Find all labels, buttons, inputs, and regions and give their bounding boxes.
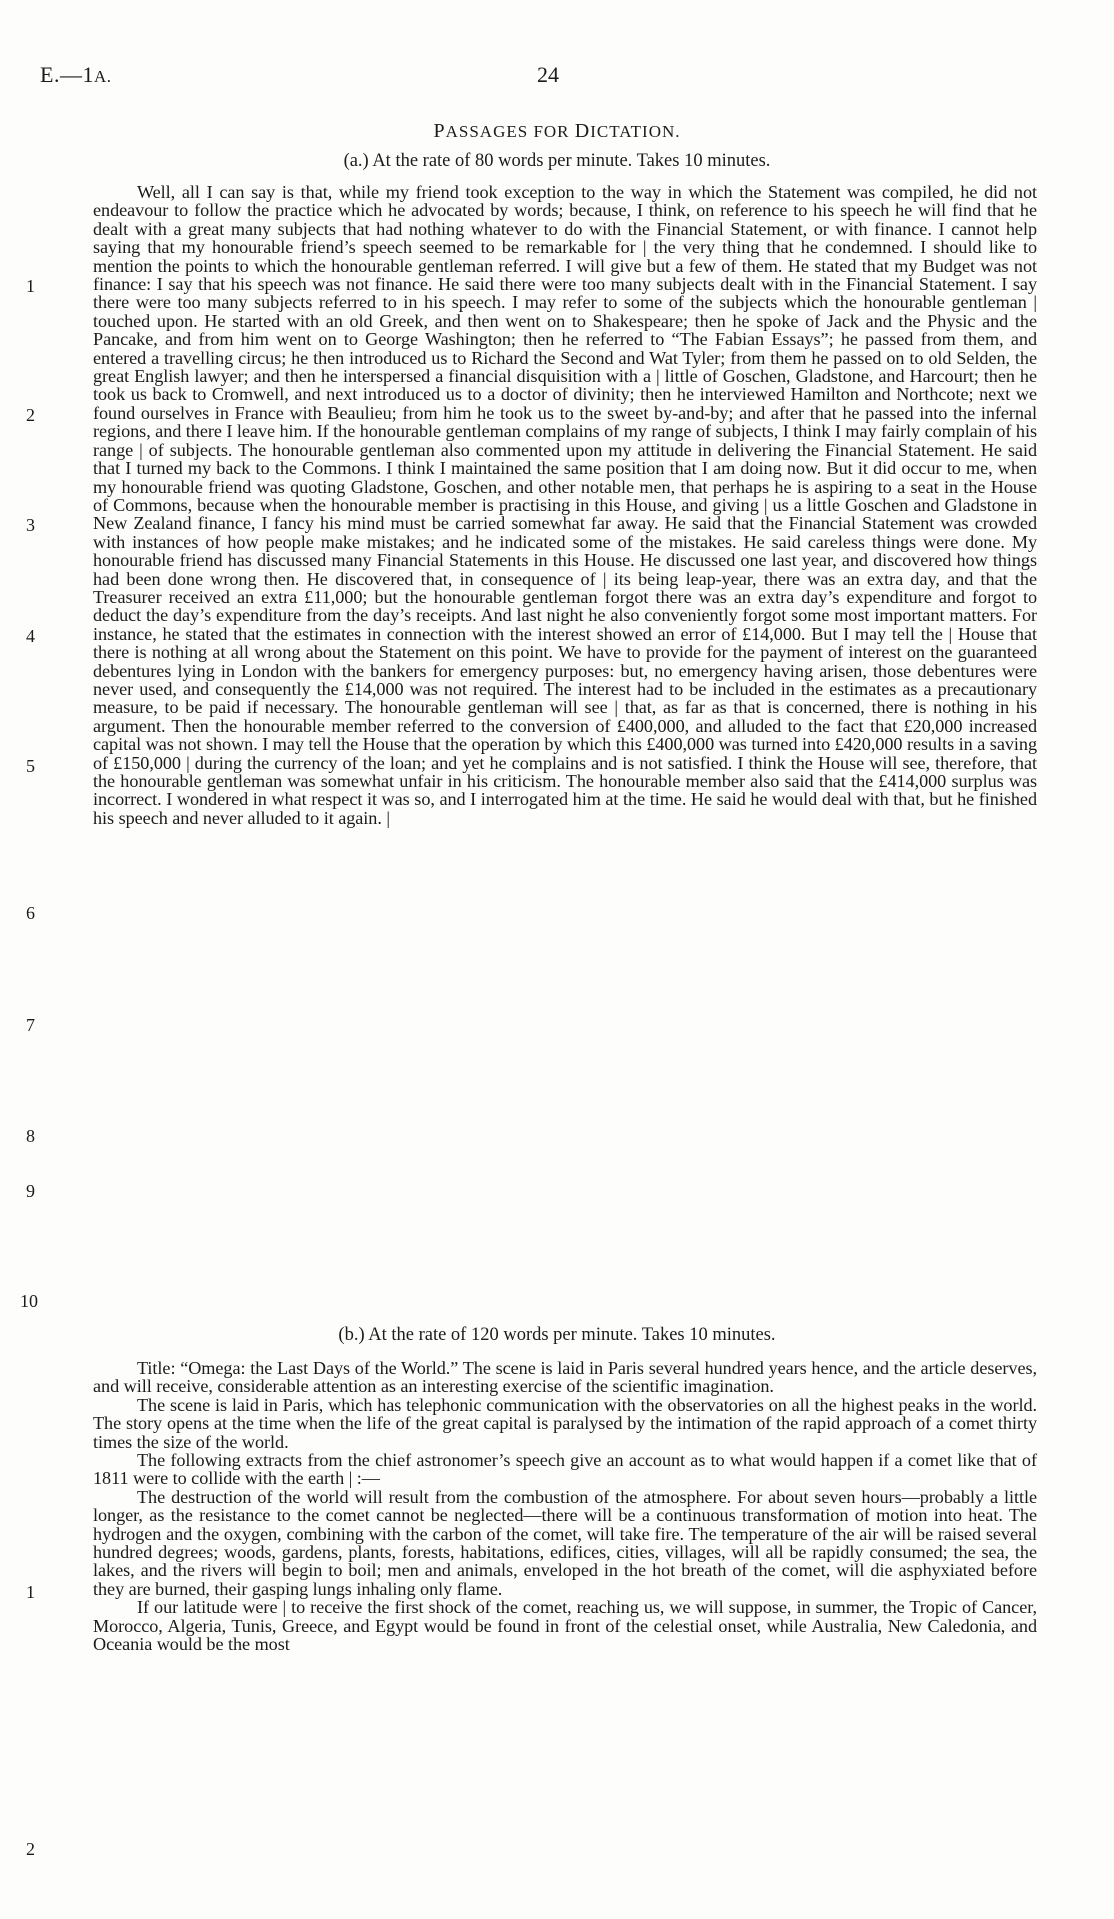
title-initial-1: P	[433, 120, 446, 142]
line-marker: 9	[26, 1181, 35, 1201]
page-number: 24	[537, 62, 559, 87]
line-marker: 2	[26, 405, 35, 425]
line-marker: 6	[26, 903, 35, 923]
line-marker: 2	[26, 1839, 35, 1859]
line-marker: 5	[26, 756, 35, 776]
title-word-2: ICTATION.	[590, 122, 681, 141]
line-marker: 3	[26, 515, 35, 535]
section-a-heading: (a.) At the rate of 80 words per minute. Takes 10 minutes.	[343, 151, 771, 171]
document-code	[40, 62, 111, 88]
section-b-body	[93, 1359, 1037, 1654]
line-marker: 8	[26, 1126, 35, 1146]
section-a-body	[93, 183, 1037, 827]
page-title	[0, 120, 1114, 143]
line-marker: 7	[26, 1015, 35, 1035]
title-word-1: ASSAGES FOR	[445, 122, 570, 141]
title-initial-2: D	[574, 120, 591, 142]
document-code-prefix: E.—1	[40, 62, 94, 87]
section-b-paragraph: The following extracts from the chief astronomer’s speech give an account as to what would happen if a comet like that of 1811 were to collide with the earth | :—	[93, 1450, 1037, 1489]
section-b-paragraph: The destruction of the world will result from the combustion of the atmosphere. For about seven hours—probably a little longer, as the resistance to the comet cannot be neglected—there will be a continuous transformation of motion into heat. The hydrogen and the oxygen, combining with the carbon of the comet, will take fire. The temperature of the air will be raised several hundred degrees; woods, gardens, plants, forests, habitations, edifices, cities, villages, will all be rapidly consumed; the sea, the lakes, and the rivers will begin to boil; men and animals, enveloped in the hot breath of the comet, will die asphyxiated before they are burned, their gasping lungs inhaling only flame.	[93, 1486, 1037, 1599]
section-b-paragraph: If our latitude were | to receive the first shock of the comet, reaching us, we will suppose, in summer, the Tropic of Cancer, Morocco, Algeria, Tunis, Greece, and Egypt would be found in front of the celestial onset, while Australia, New Caledonia, and Oceania would be the most	[93, 1597, 1037, 1655]
section-a-paragraph: Well, all I can say is that, while my friend took exception to the way in which the Statement was compiled, he did not endeavour to follow the practice which he advocated by words; because, I think, on reference to his speech he will find that he dealt with a great many subjects that had nothing whatever to do with the Financial Statement, or with finance. I cannot help saying that my honourable friend’s speech seemed to be remarkable for | the very thing that he condemned. I should like to mention the points to which the honourable gentleman referred. I will give but a few of them. He stated that my Budget was not finance: I say that his speech was not finance. He said there were too many subjects dealt with in the Financial Statement. I say there were too many subjects referred to in his speech. I may refer to some of the subjects which the honourable gentleman | touched upon. He started with an old Greek, and then went on to Shakespeare; then he spoke of Jack and the Physic and the Pancake, and from him went on to George Washington; then he referred to “The Fabian Essays”; he passed from them, and entered a travelling circus; he then introduced us to Richard the Second and Wat Tyler; from them he passed on to old Selden, the great English lawyer; and then he interspersed a financial disquisition with a | little of Goschen, Gladstone, and Harcourt; then he took us back to Cromwell, and next introduced us to a doctor of divinity; then he interviewed Hamilton and Northcote; next we found ourselves in France with Beaulieu; from him he took us to the sweet by-and-by; and after that he passed into the infernal regions, and there I leave him. If the honourable gentleman complains of my range of subjects, I think I may fairly complain of his range | of subjects. The honourable gentleman also commented upon my attitude in delivering the Financial Statement. He said that I turned my back to the Commons. I think I maintained the same position that I am doing now. But it did occur to me, when my honourable friend was quoting Gladstone, Goschen, and other notable men, that perhaps he is aspiring to a seat in the House of Commons, because when the honourable member is practising in this House, and giving | us a little Goschen and Gladstone in New Zealand finance, I fancy his mind must be carried somewhat far away. He said that the Financial Statement was crowded with instances of how people make mistakes; and he indicated some of the mistakes. He said careless things were done. My honourable friend has discussed many Financial Statements in this House. He discussed one last year, and discovered how things had been done wrong then. He discovered that, in consequence of | its being leap-year, there was an extra day, and that the Treasurer received an extra £11,000; but the honourable gentleman forgot there was an extra day’s expenditure and forgot to deduct the day’s expenditure from the day’s receipts. And last night he also conveniently forgot some most important matters. For instance, he stated that the estimates in connection with the interest showed an error of £14,000. But I may tell the | House that there is nothing at all wrong about the Statement on this point. We have to provide for the payment of interest on the guaranteed debentures lying in London with the bankers for emergency purposes: but, no emergency having arisen, those debentures were never used, and consequently the £14,000 was not required. The interest had to be included in the estimates as a precautionary measure, to be paid if necessary. The honourable gentleman will see | that, as far as that is concerned, there is nothing in his argument. Then the honourable member referred to the conversion of £400,000, and alluded to the fact that £20,000 increased capital was not shown. I may tell the House that the operation by which this £400,000 was turned into £420,000 results in a saving of £150,000 | during the currency of the loan; and yet he complains and is not satisfied. I think the House will see, therefore, that the honourable gentleman was somewhat unfair in his criticism. The honourable member also said that the £414,000 surplus was incorrect. I wondered in what respect it was so, and I interrogated him at the time. He said he would deal with that, but he finished his speech and never alluded to it again. |	[93, 182, 1037, 828]
section-b-heading: (b.) At the rate of 120 words per minute. Takes 10 minutes.	[338, 1325, 776, 1345]
line-marker: 1	[26, 1582, 35, 1602]
document-code-suffix: A.	[93, 67, 112, 86]
section-b-paragraph: Title: “Omega: the Last Days of the World.” The scene is laid in Paris several hundred years hence, and the article deserves, and will receive, considerable attention as an interesting exercise of the scientific imagination.	[93, 1358, 1037, 1397]
line-marker: 4	[26, 626, 35, 646]
section-b-paragraph: The scene is laid in Paris, which has telephonic communication with the observatories on all the highest peaks in the world. The story opens at the time when the life of the great capital is paralysed by the intimation of the rapid approach of a comet thirty times the size of the world.	[93, 1394, 1037, 1452]
line-marker: 1	[26, 276, 35, 296]
line-marker: 10	[20, 1291, 38, 1311]
